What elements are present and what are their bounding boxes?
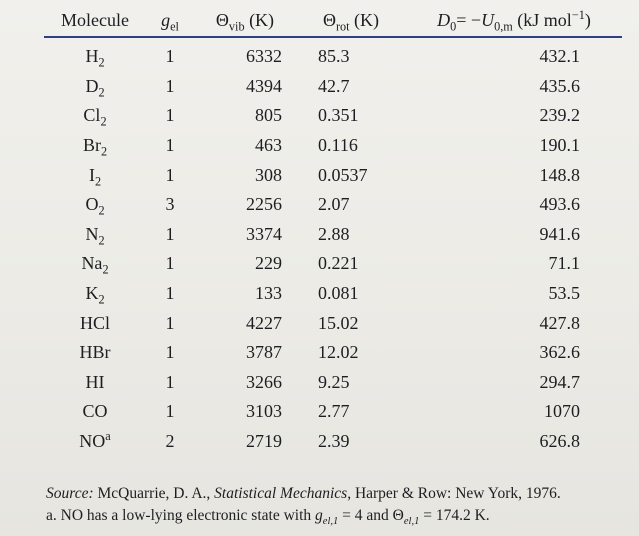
cell-theta-rot: 2.88 <box>318 223 350 244</box>
footnote-a: a. NO has a low-lying electronic state with $g_{el,1} = 4$ and $\Theta_{el,1} = 174.2$ K. <box>46 507 490 528</box>
cell-theta-vib: 133 <box>255 283 282 304</box>
cell-d0: 493.6 <box>539 194 580 215</box>
table-row <box>44 131 622 161</box>
cell-g-el: 1 <box>165 283 175 304</box>
cell-molecule: $D_2$ <box>85 75 105 100</box>
cell-d0: 941.6 <box>539 223 580 244</box>
table-row <box>44 190 622 220</box>
table-row <box>44 160 622 190</box>
cell-g-el: 1 <box>165 371 175 392</box>
cell-d0: 71.1 <box>548 253 580 274</box>
header-molecule: Molecule <box>61 10 129 30</box>
table-row <box>44 427 622 457</box>
cell-molecule: $Br_2$ <box>82 135 108 159</box>
cell-theta-vib: 805 <box>255 105 282 126</box>
cell-theta-vib: 3103 <box>246 401 282 422</box>
cell-molecule: $O_2$ <box>85 194 105 218</box>
table-header-row <box>44 5 622 37</box>
cell-theta-rot: 2.77 <box>318 401 350 422</box>
cell-theta-vib: 3374 <box>246 223 282 244</box>
cell-d0: 432.1 <box>539 46 580 67</box>
cell-molecule: $NO^a$ <box>79 429 111 452</box>
header-theta-vib: $\Theta_{vib}$ (K) <box>215 10 275 34</box>
table-row <box>44 249 622 279</box>
cell-g-el: 1 <box>165 342 175 363</box>
cell-theta-rot: 85.3 <box>318 46 350 67</box>
cell-molecule: $I_2$ <box>88 164 102 189</box>
cell-molecule: $H_2$ <box>85 46 105 70</box>
table-row <box>44 101 622 131</box>
cell-theta-vib: 3787 <box>246 342 282 363</box>
cell-molecule: $N_2$ <box>85 223 105 248</box>
cell-d0: 239.2 <box>539 105 580 126</box>
table-body <box>44 37 622 456</box>
cell-d0: 190.1 <box>539 135 580 156</box>
cell-d0: 148.8 <box>539 164 580 185</box>
cell-g-el: 1 <box>165 105 175 126</box>
table-row <box>44 279 622 309</box>
cell-theta-vib: 6332 <box>246 46 282 67</box>
cell-g-el: 1 <box>165 164 175 185</box>
cell-theta-vib: 308 <box>255 164 282 185</box>
cell-molecule: $Na_2$ <box>81 253 109 278</box>
cell-g-el: 1 <box>165 75 175 96</box>
cell-d0: 427.8 <box>539 312 580 333</box>
cell-d0: 53.5 <box>548 283 580 304</box>
cell-d0: 362.6 <box>539 342 580 363</box>
cell-molecule: HCl <box>79 312 110 333</box>
molecular-constants-table <box>44 5 622 456</box>
cell-theta-rot: 0.221 <box>318 253 359 274</box>
table-row <box>44 338 622 368</box>
cell-theta-vib: 2719 <box>246 431 282 452</box>
cell-theta-vib: 2256 <box>246 194 282 215</box>
cell-theta-rot: 42.7 <box>318 75 350 96</box>
cell-molecule: $K_2$ <box>85 283 105 307</box>
table-row <box>44 308 622 338</box>
header-g-el: $g_{el}$ <box>161 10 179 34</box>
cell-theta-rot: 2.39 <box>318 431 350 452</box>
cell-theta-rot: 12.02 <box>318 342 359 363</box>
cell-d0: 626.8 <box>539 431 580 452</box>
header-theta-rot: $\Theta_{rot}$ (K) <box>322 10 380 34</box>
cell-theta-vib: 4394 <box>246 75 282 96</box>
cell-d0: 294.7 <box>539 371 580 392</box>
cell-molecule: $Cl_2$ <box>83 105 107 130</box>
table-row <box>44 72 622 102</box>
cell-theta-rot: 15.02 <box>318 312 359 333</box>
cell-theta-vib: 4227 <box>246 312 282 333</box>
cell-d0: 1070 <box>544 401 580 422</box>
table-row <box>44 37 622 72</box>
cell-theta-vib: 229 <box>255 253 282 274</box>
cell-theta-rot: 0.081 <box>318 283 359 304</box>
cell-molecule: HBr <box>79 342 111 363</box>
cell-g-el: 1 <box>165 135 175 156</box>
cell-g-el: 1 <box>165 223 175 244</box>
cell-theta-vib: 463 <box>255 135 282 156</box>
cell-theta-vib: 3266 <box>246 371 282 392</box>
cell-g-el: 1 <box>165 253 175 274</box>
cell-molecule: HI <box>85 371 105 392</box>
source-line: Source: McQuarrie, D. A., Statistical Mechanics, Harper & Row: New York, 1976. <box>46 485 561 502</box>
cell-theta-rot: 0.0537 <box>318 164 368 185</box>
table-footer <box>46 483 561 527</box>
cell-theta-rot: 9.25 <box>318 371 350 392</box>
cell-theta-rot: 0.116 <box>318 135 358 156</box>
cell-g-el: 3 <box>165 194 175 215</box>
cell-molecule: CO <box>82 401 108 422</box>
cell-g-el: 2 <box>165 431 175 452</box>
table-row <box>44 368 622 398</box>
cell-g-el: 1 <box>165 46 175 67</box>
table-row <box>44 397 622 427</box>
header-d0: $D_0= -U_{0,m}$ (kJ mol$^{-1}$) <box>437 8 591 34</box>
cell-theta-rot: 2.07 <box>318 194 350 215</box>
table-row <box>44 220 622 250</box>
cell-theta-rot: 0.351 <box>318 105 359 126</box>
cell-g-el: 1 <box>165 312 175 333</box>
cell-g-el: 1 <box>165 401 175 422</box>
cell-d0: 435.6 <box>539 75 580 96</box>
